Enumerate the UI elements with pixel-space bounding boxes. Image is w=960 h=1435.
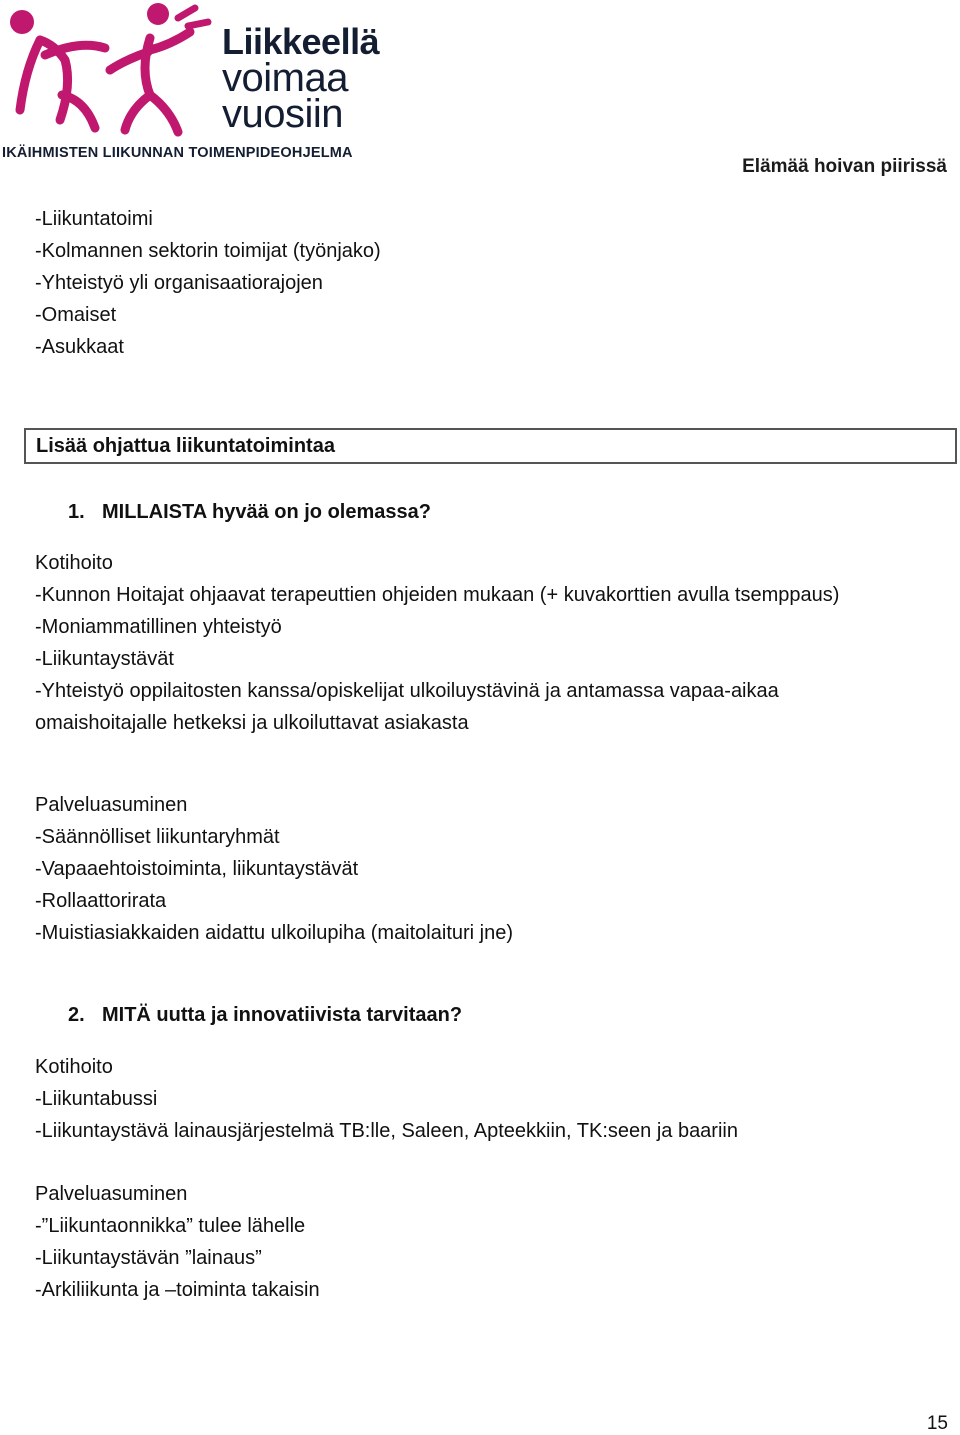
logo-tagline: IKÄIHMISTEN LIIKUNNAN TOIMENPIDEOHJELMA [2, 145, 353, 161]
list-item: -Kolmannen sektorin toimijat (työnjako) [35, 240, 381, 262]
brand-line-3: vuosiin [222, 92, 344, 136]
list-item: -Muistiasiakkaiden aidattu ulkoilupiha (maitolaituri jne) [35, 922, 514, 944]
section-2-kotihoito-heading: Kotihoito [35, 1056, 113, 1078]
section-2-number: 2. [68, 1004, 85, 1026]
section-1-number: 1. [68, 501, 85, 523]
list-item: -Rollaattorirata [35, 890, 167, 912]
header-title: Elämää hoivan piirissä [742, 156, 947, 177]
section-1-title: MILLAISTA hyvää on jo olemassa? [102, 501, 431, 523]
list-item: -”Liikuntaonnikka” tulee lähelle [35, 1215, 306, 1237]
logo [0, 0, 380, 165]
list-item: -Yhteistyö oppilaitosten kanssa/opiskelijat ulkoiluystävinä ja antamassa vapaa-aikaa [35, 680, 779, 702]
list-item: -Moniammatillinen yhteistyö [35, 616, 282, 638]
brand-line-2: voimaa [222, 56, 348, 100]
list-item: -Liikuntaystävä lainausjärjestelmä TB:lle, Saleen, Apteekkiin, TK:seen ja baariin [35, 1120, 738, 1142]
boxed-heading-text: Lisää ohjattua liikuntatoimintaa [36, 435, 335, 457]
section-2-heading [68, 1004, 462, 1027]
list-item: -Arkiliikunta ja –toiminta takaisin [35, 1279, 320, 1301]
list-item: -Liikuntatoimi [35, 208, 153, 230]
list-item: -Omaiset [35, 304, 117, 326]
list-item: -Liikuntaystävän ”lainaus” [35, 1247, 262, 1269]
brand-line-1: Liikkeellä [222, 21, 380, 62]
list-item: -Vapaaehtoistoiminta, liikuntaystävät [35, 858, 359, 880]
section-1-kotihoito-heading: Kotihoito [35, 552, 113, 574]
list-item: -Yhteistyö yli organisaatiorajojen [35, 272, 323, 294]
list-item: -Kunnon Hoitajat ohjaavat terapeuttien ohjeiden mukaan (+ kuvakorttien avulla tsemppaus) [35, 584, 840, 606]
list-item: -Asukkaat [35, 336, 124, 358]
page-number: 15 [926, 1413, 948, 1434]
boxed-heading [24, 428, 957, 464]
section-1-palveluasuminen-heading: Palveluasuminen [35, 794, 188, 816]
list-item: -Liikuntaystävät [35, 648, 174, 670]
brand-wordmark [222, 21, 380, 136]
section-1-heading [68, 501, 431, 524]
list-item: omaishoitajalle hetkeksi ja ulkoiluttavat asiakasta [35, 712, 469, 734]
list-item: -Säännölliset liikuntaryhmät [35, 826, 280, 848]
section-2-title: MITÄ uutta ja innovatiivista tarvitaan? [102, 1004, 463, 1026]
dancing-figures-icon [0, 0, 220, 140]
list-item: -Liikuntabussi [35, 1088, 158, 1110]
section-2-palveluasuminen-heading: Palveluasuminen [35, 1183, 188, 1205]
